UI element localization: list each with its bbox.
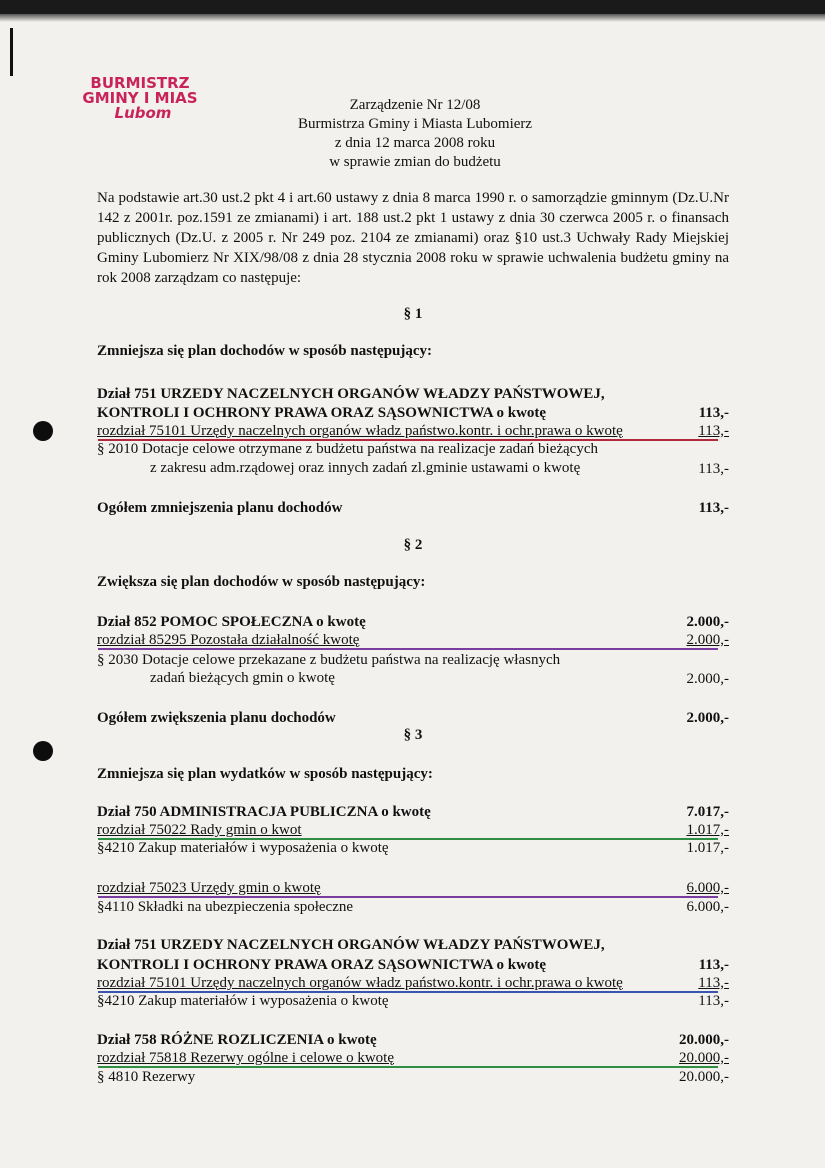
- s3-d758-amount: 20.000,-: [679, 1032, 729, 1048]
- s3-r75818-amount: 20.000,-: [679, 1050, 729, 1066]
- s3-p4110-label: §4110 Składki na ubezpieczenia społeczne: [97, 899, 354, 915]
- s3-d750-label: Dział 750 ADMINISTRACJA PUBLICZNA o kwotę: [97, 804, 431, 820]
- s2-dzial-label: Dział 852 POMOC SPOŁECZNA o kwotę: [97, 614, 366, 630]
- stamp-line-3: Lubom: [114, 104, 172, 122]
- legal-basis-paragraph: Na podstawie art.30 ust.2 pkt 4 i art.60 ustawy z dnia 8 marca 1990 r. o samorządzie gminnym (Dz.U.Nr 142 z 2001r. poz.1591 ze zmianami) i art. 188 ust.2 pkt 1 ustawy z dnia 30 czerwca 2005 r. o finansach publicznych (Dz.U. z 2005 r. Nr 249 poz. 2104 ze zmianami) oraz §10 ust.3 Uchwały Rady Miejskiej Gminy Lubomierz Nr XIX/98/08 z dnia 28 stycznia 2008 roku w sprawie uchwalenia budżetu gminy na rok 2008 zarządzam co następuje:: [97, 190, 729, 286]
- s3-p4210b-amount: 113,-: [698, 993, 729, 1009]
- s1-paragraph-amount: 113,-: [698, 461, 729, 477]
- s3-p4810-row: [97, 1068, 729, 1086]
- scan-top-shadow: [0, 14, 825, 22]
- s1-paragraph-line-1: § 2010 Dotacje celowe otrzymane z budżetu państwa na realizacje zadań bieżących: [97, 441, 598, 457]
- s3-r75101-label: rozdział 75101 Urzędy naczelnych organów władz państwo.kontr. i ochr.prawa o kwotę: [97, 975, 623, 991]
- highlight-line: [98, 648, 718, 650]
- punch-hole-bottom: [33, 741, 53, 761]
- s3-d750-amount: 7.017,-: [686, 804, 729, 820]
- s1-rozdzial-row: [97, 422, 729, 440]
- section-2-title: § 2: [403, 537, 423, 553]
- s2-total-label: Ogółem zwiększenia planu dochodów: [97, 710, 336, 726]
- s3-r75023-amount: 6.000,-: [686, 880, 729, 896]
- s3-r75101-amount: 113,-: [698, 975, 729, 991]
- s3-d750-row: [97, 803, 729, 821]
- s1-rozdzial-label: rozdział 75101 Urzędy naczelnych organów władz państwo.kontr. i ochr.prawa o kwotę: [97, 423, 623, 439]
- s1-paragraph-line-2: z zakresu adm.rządowej oraz innych zadań zl.gminie ustawami o kwotę: [150, 460, 581, 476]
- s3-d751-line-2: KONTROLI I OCHRONY PRAWA ORAZ SĄSOWNICTWA o kwotę: [97, 957, 547, 973]
- s2-total-amount: 2.000,-: [686, 710, 729, 726]
- s3-d751-amount: 113,-: [698, 957, 729, 973]
- section-3-heading: Zmniejsza się plan wydatków w sposób następujący:: [97, 766, 433, 782]
- s2-paragraph-row-1: [97, 651, 729, 669]
- document-header: [150, 96, 680, 172]
- s1-dzial-row: [97, 404, 729, 422]
- s3-p4210a-label: §4210 Zakup materiałów i wyposażenia o kwotę: [97, 840, 389, 856]
- s1-dzial-amount: 113,-: [698, 405, 729, 421]
- s3-d751-line-1: Dział 751 URZEDY NACZELNYCH ORGANÓW WŁADZY PAŃSTWOWEJ,: [97, 937, 605, 953]
- scan-top-edge: [0, 0, 825, 14]
- s3-d758-row: [97, 1031, 729, 1049]
- s3-r75022-amount: 1.017,-: [686, 822, 729, 838]
- s3-r75818-label: rozdział 75818 Rezerwy ogólne i celowe o kwotę: [97, 1050, 394, 1066]
- s1-rozdzial-amount: 113,-: [698, 423, 729, 439]
- s3-p4210a-row: [97, 839, 729, 857]
- section-1-heading: Zmniejsza się plan dochodów w sposób następujący:: [97, 343, 433, 359]
- s1-paragraph-amount-row: [97, 460, 729, 478]
- s1-paragraph-row-1: [97, 440, 729, 458]
- section-1-title: § 1: [403, 306, 423, 322]
- s1-total-label: Ogółem zmniejszenia planu dochodów: [97, 500, 343, 516]
- s2-rozdzial-amount: 2.000,-: [686, 632, 729, 648]
- s2-rozdzial-row: [97, 631, 729, 649]
- document-issuer: Burmistrza Gminy i Miasta Lubomierz: [297, 116, 533, 132]
- stamp-line-2: GMINY I MIAS: [82, 89, 198, 107]
- punch-hole-top: [33, 421, 53, 441]
- document-subject: w sprawie zmian do budżetu: [329, 154, 501, 170]
- s2-paragraph-amount-row: [97, 670, 729, 688]
- s2-dzial-row: [97, 613, 729, 631]
- s3-d758-label: Dział 758 RÓŻNE ROZLICZENIA o kwotę: [97, 1032, 377, 1048]
- document-date: z dnia 12 marca 2008 roku: [334, 135, 496, 151]
- s3-p4210b-row: [97, 992, 729, 1010]
- s2-rozdzial-label: rozdział 85295 Pozostała działalność kwotę: [97, 632, 360, 648]
- s3-d751-row: [97, 956, 729, 974]
- s2-dzial-amount: 2.000,-: [686, 614, 729, 630]
- s3-r75101-row: [97, 974, 729, 992]
- s2-total-row: [97, 709, 729, 727]
- s3-r75818-row: [97, 1049, 729, 1067]
- s3-p4810-amount: 20.000,-: [679, 1069, 729, 1085]
- s3-p4210a-amount: 1.017,-: [686, 840, 729, 856]
- s3-r75023-row: [97, 879, 729, 897]
- s3-p4810-label: § 4810 Rezerwy: [97, 1069, 196, 1085]
- s2-paragraph-line-2: zadań bieżących gmin o kwotę: [150, 670, 335, 686]
- s3-p4110-amount: 6.000,-: [686, 899, 729, 915]
- section-3-title: § 3: [403, 727, 423, 743]
- s1-total-row: [97, 499, 729, 517]
- document-title: Zarządzenie Nr 12/08: [349, 97, 481, 113]
- s3-r75022-row: [97, 821, 729, 839]
- s1-dzial-line-1: Dział 751 URZEDY NACZELNYCH ORGANÓW WŁADZY PAŃSTWOWEJ,: [97, 386, 605, 402]
- s1-total-amount: 113,-: [698, 500, 729, 516]
- stamp-line-1: BURMISTRZ: [90, 74, 190, 92]
- section-2-heading: Zwiększa się plan dochodów w sposób następujący:: [97, 574, 426, 590]
- s3-p4110-row: [97, 898, 729, 916]
- s3-r75023-label: rozdział 75023 Urzędy gmin o kwotę: [97, 880, 321, 896]
- s2-paragraph-amount: 2.000,-: [686, 671, 729, 687]
- s3-r75022-label: rozdział 75022 Rady gmin o kwot: [97, 822, 302, 838]
- scan-margin-mark: [10, 28, 13, 76]
- s2-paragraph-line-1: § 2030 Dotacje celowe przekazane z budżetu państwa na realizację własnych: [97, 652, 561, 668]
- s1-dzial-line-2: KONTROLI I OCHRONY PRAWA ORAZ SĄSOWNICTWA o kwotę: [97, 405, 547, 421]
- s3-p4210b-label: §4210 Zakup materiałów i wyposażenia o kwotę: [97, 993, 389, 1009]
